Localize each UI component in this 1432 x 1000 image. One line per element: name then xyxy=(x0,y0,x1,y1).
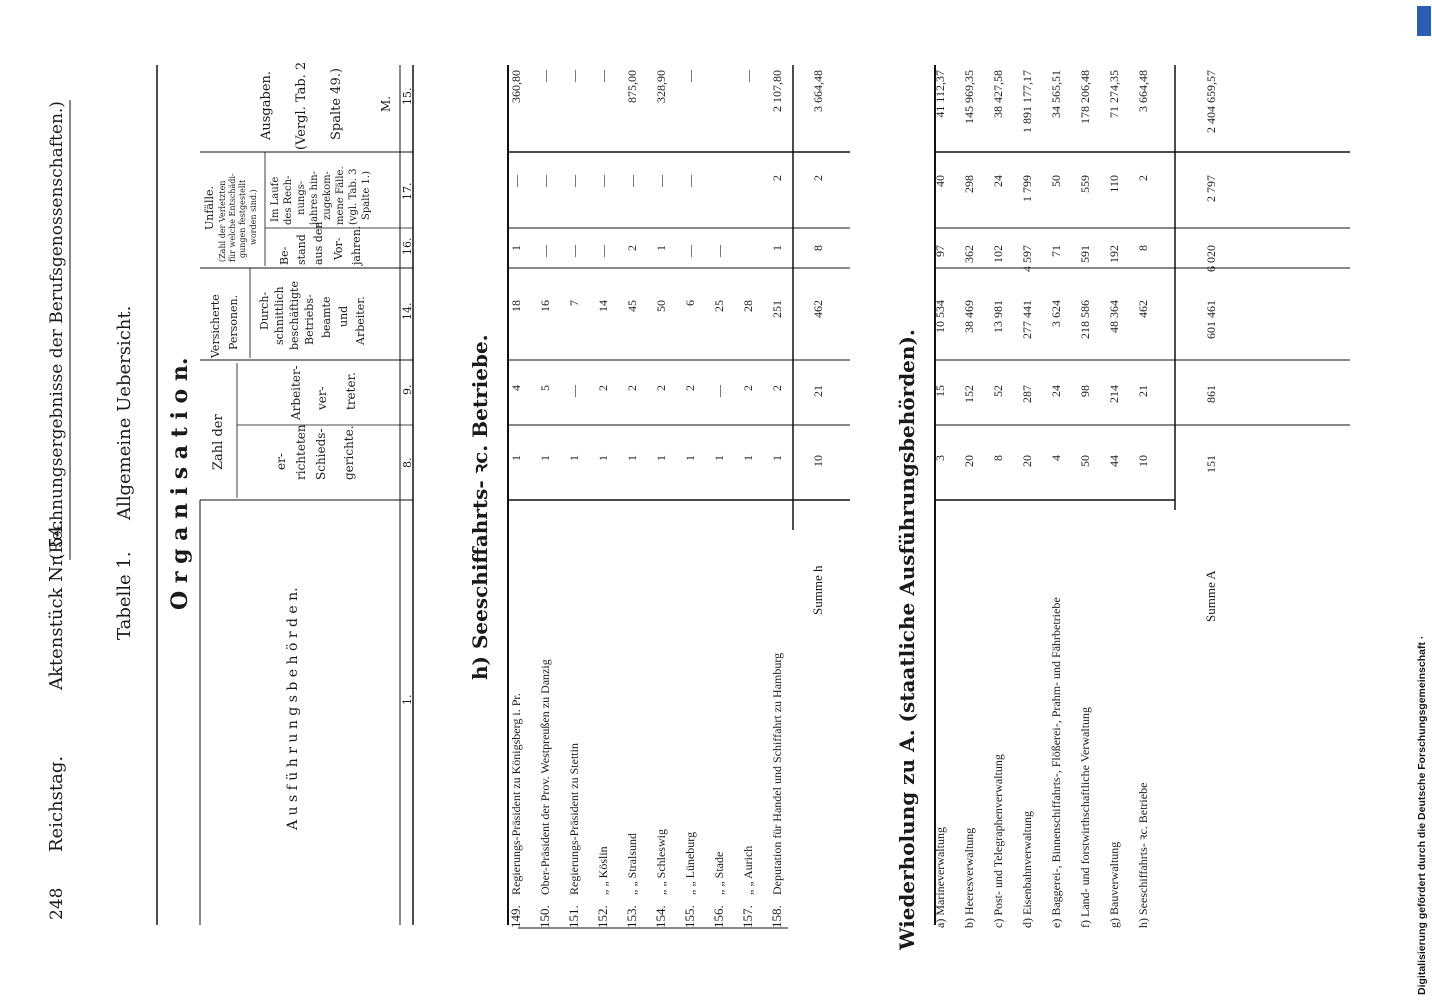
recap-cell-c16: 71 xyxy=(1049,245,1063,257)
table-heading xyxy=(114,306,193,640)
cell-c16: 1 xyxy=(509,245,523,251)
row-authority-name: „ „ Lüneburg xyxy=(683,831,697,895)
cell-c16: — xyxy=(683,245,697,257)
recap-cell-c17: 50 xyxy=(1049,175,1063,187)
recap-cell-c14: 38 469 xyxy=(962,300,976,333)
recap-sum-label: Summe A xyxy=(1203,570,1218,622)
cell-c15: — xyxy=(683,70,697,82)
recap-cell-c15: 178 206,48 xyxy=(1078,70,1092,124)
cell-c17: — xyxy=(625,175,639,187)
recap-cell-c8: 50 xyxy=(1078,455,1092,467)
cell-c9: 2 xyxy=(596,385,610,391)
recap-cell-c8: 44 xyxy=(1107,455,1121,467)
cell-c14: 18 xyxy=(509,300,523,312)
recap-row-name: e) Baggerei-, Binnenschiffahrts-, Flößerei-, Prahm- und Fährbetriebe xyxy=(1049,597,1063,928)
cell-c8: 1 xyxy=(567,455,581,461)
cell-c9: 5 xyxy=(538,385,552,391)
sum-c8: 10 xyxy=(811,455,825,467)
recap-cell-c15: 145 969,35 xyxy=(962,70,976,124)
recap-sum-c15: 2 404 659,57 xyxy=(1204,70,1218,133)
cell-c9: 2 xyxy=(770,385,784,391)
col1-header: A u s f ü h r u n g s b e h ö r d e n. xyxy=(285,587,301,830)
cell-c15: 2 107,80 xyxy=(770,70,784,112)
cell-c9: 2 xyxy=(741,385,755,391)
recap-row-name: a) Marineverwaltung xyxy=(933,827,947,928)
recap-sum-c8: 151 xyxy=(1204,455,1218,473)
col17-header-l1: Im Laufe xyxy=(270,176,281,222)
cell-c15: 360,80 xyxy=(509,70,523,103)
col15-header-l2: (Vergl. Tab. 2 xyxy=(294,61,309,150)
recap-sum-c14: 601 461 xyxy=(1204,300,1218,339)
col14-header-l5: beamte xyxy=(320,296,333,338)
cell-c16: — xyxy=(596,245,610,257)
colnum-16: 16. xyxy=(401,237,414,255)
recap-cell-c9: 152 xyxy=(962,385,976,403)
col9-header-l2: ver- xyxy=(315,386,329,410)
cell-c8: 1 xyxy=(596,455,610,461)
col14-header-l3: beschäftigte xyxy=(288,281,301,350)
row-number: 151. xyxy=(566,905,581,928)
sum-c17: 2 xyxy=(811,175,825,181)
sum-c16: 8 xyxy=(811,245,825,251)
cell-c16: 1 xyxy=(654,245,668,251)
cell-c8: 1 xyxy=(712,455,726,461)
recap-row-name: h) Seeschiffahrts- ꝛc. Betriebe xyxy=(1136,782,1150,928)
cell-c9: 2 xyxy=(654,385,668,391)
cell-c17: — xyxy=(654,175,668,187)
row-number: 149. xyxy=(508,905,523,928)
recap-cell-c9: 15 xyxy=(933,385,947,397)
colnum-15: 15. xyxy=(401,87,414,105)
zahl-header: Zahl der xyxy=(211,414,226,470)
recap-row-name: b) Heeresverwaltung xyxy=(962,827,976,928)
cell-c15: — xyxy=(596,70,610,82)
recap-cell-c14: 48 364 xyxy=(1107,300,1121,333)
cell-c9: — xyxy=(567,385,581,397)
unf-header-l4: gungen festgestellt xyxy=(238,179,247,258)
sum-label: Summe h xyxy=(810,565,825,615)
recap-cell-c9: 21 xyxy=(1136,385,1150,397)
section-title: O r g a n i s a t i o n. xyxy=(167,357,193,610)
recap-cell-c17: 110 xyxy=(1107,175,1121,193)
col15-unit: M. xyxy=(379,95,393,112)
cell-c8: 1 xyxy=(770,455,784,461)
cell-c8: 1 xyxy=(654,455,668,461)
recap-cell-c8: 8 xyxy=(991,455,1005,461)
row-authority-name: „ „ Köslin xyxy=(596,846,610,895)
colnum-9: 9. xyxy=(401,384,414,395)
document-title: Aktenstück Nr. 54. xyxy=(46,519,67,690)
recap-cell-c16: 97 xyxy=(933,245,947,257)
row-number: 156. xyxy=(711,905,726,928)
row-number: 150. xyxy=(537,905,552,928)
recap-cell-c14: 277 441 xyxy=(1020,300,1034,339)
recap-cell-c14: 10 534 xyxy=(933,300,947,333)
col14-header-l2: schnittlich xyxy=(273,286,286,345)
vers-header-l1: Versicherte xyxy=(209,294,222,358)
col17-header-l5: zugekom- xyxy=(322,171,333,220)
recap-cell-c14: 462 xyxy=(1136,300,1150,318)
col14-header-l6: und xyxy=(337,305,350,327)
page-number: 248 xyxy=(47,887,67,920)
recap-cell-c9: 24 xyxy=(1049,385,1063,397)
recap-cell-c17: 298 xyxy=(962,175,976,193)
unf-header-l5: worden sind.) xyxy=(249,189,258,245)
recap-row-name: c) Post- und Telegraphenverwaltung xyxy=(991,754,1005,928)
recap-sum-c17: 2 797 xyxy=(1204,175,1218,202)
recap-cell-c8: 20 xyxy=(962,455,976,467)
cell-c9: — xyxy=(712,385,726,397)
column-header xyxy=(157,62,414,925)
cell-c17: — xyxy=(683,175,697,187)
cell-c16: — xyxy=(538,245,552,257)
col15-header-l3: Spalte 49.) xyxy=(329,68,344,140)
section-h-table xyxy=(508,69,825,928)
vers-header-l2: Personen. xyxy=(227,294,240,350)
recap-cell-c15: 41 112,37 xyxy=(933,70,947,118)
row-number: 153. xyxy=(624,905,639,928)
row-authority-name: „ „ Stade xyxy=(712,851,726,895)
col8-header-l4: gerichte. xyxy=(342,425,356,480)
cell-c16: 2 xyxy=(625,245,639,251)
row-number: 158. xyxy=(769,905,784,928)
cell-c16: 1 xyxy=(770,245,784,251)
cell-c14: 16 xyxy=(538,300,552,312)
recap-cell-c16: 8 xyxy=(1136,245,1150,251)
recap-sum-c16: 6 020 xyxy=(1204,245,1218,272)
cell-c14: 251 xyxy=(770,300,784,318)
recap-title: Wiederholung zu A. (staatliche Ausführungsbehörden). xyxy=(895,329,919,950)
recap-cell-c8: 20 xyxy=(1020,455,1034,467)
cell-c8: 1 xyxy=(741,455,755,461)
recap-cell-c16: 4 597 xyxy=(1020,245,1034,272)
recap-cell-c17: 24 xyxy=(991,175,1005,187)
recap-row-name: d) Eisenbahnverwaltung xyxy=(1020,811,1034,928)
recap-cell-c17: 1 799 xyxy=(1020,175,1034,202)
dfg-logo xyxy=(1417,6,1431,36)
recap-cell-c15: 3 664,48 xyxy=(1136,70,1150,112)
recap-cell-c9: 98 xyxy=(1078,385,1092,397)
cell-c15: 875,00 xyxy=(625,70,639,103)
col8-header-l2: richteten xyxy=(294,424,308,480)
recap-cell-c15: 1 891 177,17 xyxy=(1020,70,1034,133)
document-subtitle: (Rechnungsergebnisse der Berufsgenossenschaften.) xyxy=(47,101,67,560)
colnum-1: 1. xyxy=(401,694,414,705)
cell-c17: 2 xyxy=(770,175,784,181)
cell-c9: 2 xyxy=(625,385,639,391)
col17-header-l7: (vgl. Tab. 3 xyxy=(348,168,359,225)
recap-cell-c16: 192 xyxy=(1107,245,1121,263)
cell-c14: 50 xyxy=(654,300,668,312)
row-authority-name: Deputation für Handel und Schiffahrt zu Hamburg xyxy=(770,652,784,895)
col16-header-l2: stand xyxy=(295,234,308,265)
recap-cell-c8: 3 xyxy=(933,455,947,461)
recap-cell-c9: 52 xyxy=(991,385,1005,397)
cell-c14: 14 xyxy=(596,300,610,312)
row-authority-name: „ „ Aurich xyxy=(741,845,755,895)
recap-cell-c14: 3 624 xyxy=(1049,300,1063,327)
unf-header-l1: Unfälle. xyxy=(203,185,216,230)
recap-cell-c14: 13 981 xyxy=(991,300,1005,333)
cell-c17: — xyxy=(509,175,523,187)
row-authority-name: Ober-Präsident der Prov. Westpreußen zu Danzig xyxy=(538,659,552,895)
funding-note: Digitalisierung gefördert durch die Deutsche Forschungsgemeinschaft · xyxy=(1416,635,1428,995)
col16-header-l5: jahren. xyxy=(350,225,363,265)
sum-c15: 3 664,48 xyxy=(811,70,825,112)
col16-header-l1: Be- xyxy=(278,246,291,265)
recap-cell-c15: 71 274,35 xyxy=(1107,70,1121,118)
cell-c14: 25 xyxy=(712,300,726,312)
recap-cell-c8: 4 xyxy=(1049,455,1063,461)
colnum-17: 17. xyxy=(401,182,414,200)
cell-c15: — xyxy=(538,70,552,82)
header-left: Reichstag. xyxy=(46,755,67,852)
recap-cell-c16: 591 xyxy=(1078,245,1092,263)
colnum-14: 14. xyxy=(401,302,414,320)
sum-c14: 462 xyxy=(811,300,825,318)
recap-row-name: f) Land- und forstwirthschaftliche Verwaltung xyxy=(1078,706,1092,928)
cell-c14: 7 xyxy=(567,300,581,306)
row-authority-name: „ „ Stralsund xyxy=(625,833,639,895)
row-authority-name: Regierungs-Präsident zu Königsberg i. Pr. xyxy=(509,693,523,895)
col9-header-l3: treter. xyxy=(344,372,358,410)
cell-c15: — xyxy=(567,70,581,82)
colnum-8: 8. xyxy=(401,457,414,468)
col14-header-l7: Arbeiter. xyxy=(354,296,367,345)
table-title: Tabelle 1. xyxy=(114,551,135,640)
col14-header-l1: Durch- xyxy=(258,291,271,330)
recap-cell-c14: 218 586 xyxy=(1078,300,1092,339)
page-header xyxy=(46,100,70,920)
cell-c9: 2 xyxy=(683,385,697,391)
table-subtitle: Allgemeine Uebersicht. xyxy=(114,305,135,520)
cell-c9: 4 xyxy=(509,385,523,391)
cell-c14: 45 xyxy=(625,300,639,312)
col8-header-l1: er- xyxy=(274,453,288,470)
cell-c16: — xyxy=(712,245,726,257)
col17-header-l6: mene Fälle. xyxy=(335,166,346,225)
recap-cell-c17: 2 xyxy=(1136,175,1150,181)
recap-cell-c17: 559 xyxy=(1078,175,1092,193)
col8-header-l3: Schieds- xyxy=(314,428,328,480)
recap-sum-c9: 861 xyxy=(1204,385,1218,403)
recap-row-name: g) Bauverwaltung xyxy=(1107,841,1121,928)
recap-cell-c16: 362 xyxy=(962,245,976,263)
recap-cell-c8: 10 xyxy=(1136,455,1150,467)
row-authority-name: „ „ Schleswig xyxy=(654,829,668,895)
row-number: 155. xyxy=(682,905,697,928)
col16-header-l3: aus den xyxy=(312,221,325,265)
unf-header-l2: (Zahl der Verletzten xyxy=(218,180,227,262)
col17-header-l3: nungs- xyxy=(296,180,307,215)
col14-header-l4: Betriebs- xyxy=(303,294,316,345)
recap-cell-c15: 38 427,58 xyxy=(991,70,1005,118)
recap-cell-c9: 214 xyxy=(1107,385,1121,403)
col9-header-l1: Arbeiter- xyxy=(289,365,303,420)
cell-c17: — xyxy=(596,175,610,187)
col16-header-l4: Vor- xyxy=(332,237,345,260)
cell-c8: 1 xyxy=(509,455,523,461)
section-h-rules xyxy=(508,65,850,928)
row-number: 154. xyxy=(653,905,668,928)
recap-cell-c9: 287 xyxy=(1020,385,1034,403)
row-number: 157. xyxy=(740,905,755,928)
cell-c15: — xyxy=(741,70,755,82)
cell-c14: 6 xyxy=(683,300,697,306)
recap-cell-c15: 34 565,51 xyxy=(1049,70,1063,118)
sum-c9: 21 xyxy=(811,385,825,397)
section-h-title: h) Seeschiffahrts- ꝛc. Betriebe. xyxy=(468,334,492,680)
cell-c17: — xyxy=(538,175,552,187)
col17-header-l4: jahres hin- xyxy=(309,171,320,225)
unf-header-l3: für welche Entschädi- xyxy=(228,173,237,262)
col17-header-l2: des Rech- xyxy=(283,175,294,225)
row-authority-name: Regierungs-Präsident zu Stettin xyxy=(567,743,581,895)
recap-cell-c16: 102 xyxy=(991,245,1005,263)
cell-c8: 1 xyxy=(538,455,552,461)
cell-c8: 1 xyxy=(683,455,697,461)
cell-c17: — xyxy=(567,175,581,187)
col15-header-l1: Ausgaben. xyxy=(259,70,274,140)
cell-c16: — xyxy=(567,245,581,257)
cell-c8: 1 xyxy=(625,455,639,461)
cell-c15: 328,90 xyxy=(654,70,668,103)
row-number: 152. xyxy=(595,905,610,928)
cell-c14: 28 xyxy=(741,300,755,312)
recap-cell-c17: 40 xyxy=(933,175,947,187)
col17-header-l8: Spalte 1.) xyxy=(361,171,372,220)
